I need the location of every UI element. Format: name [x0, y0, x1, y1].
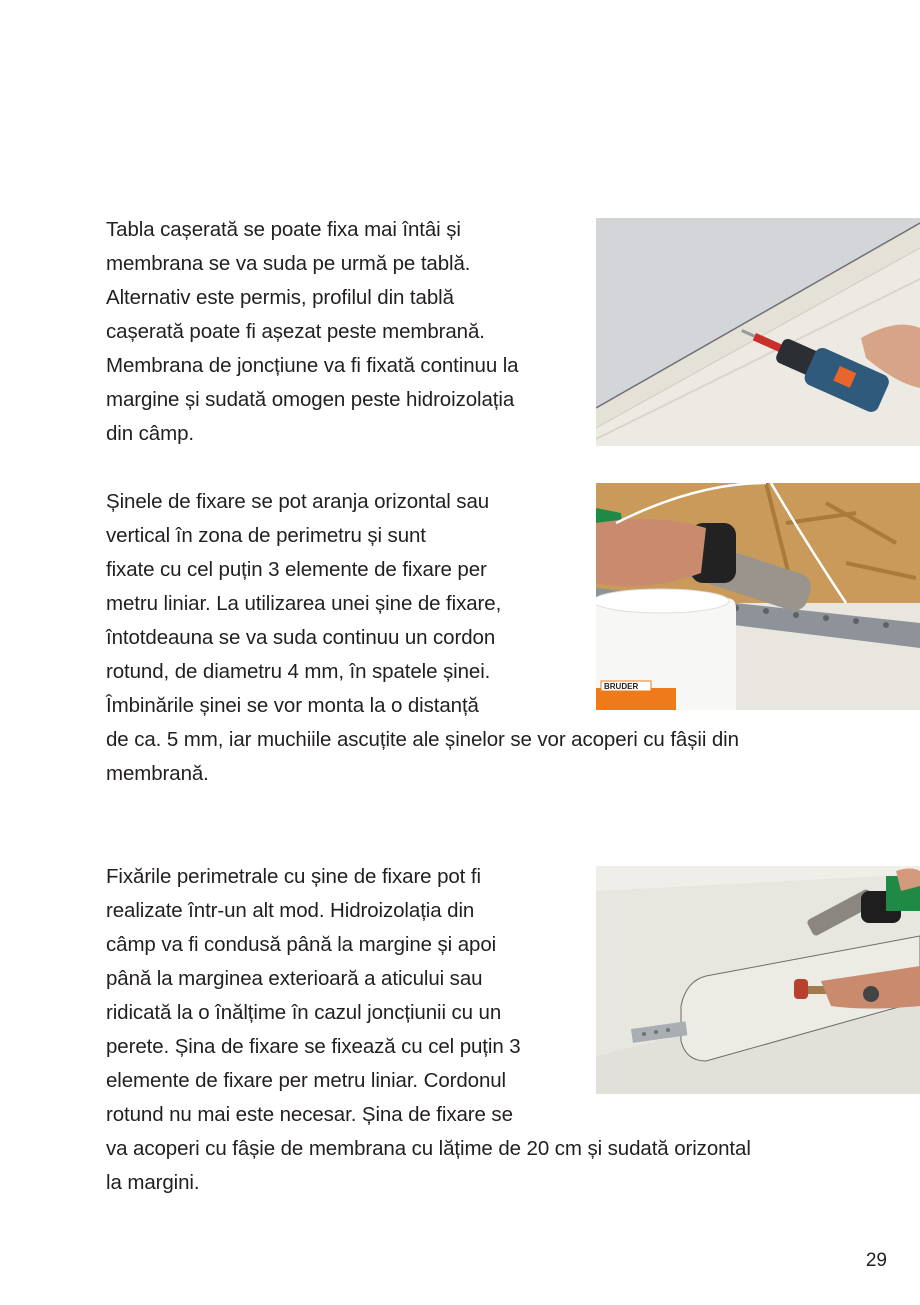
text-line: elemente de fixare per metru liniar. Cordonul: [106, 1069, 507, 1092]
page-number: 29: [865, 1250, 887, 1271]
drill-photo-illustration: [596, 218, 920, 446]
text-line: rotund, de diametru 4 mm, în spatele șinei.: [106, 660, 491, 683]
paragraph-laminated-sheet: [106, 213, 518, 451]
text-line: întotdeauna se va suda continuu un cordon: [106, 626, 496, 649]
text-line: din câmp.: [106, 422, 194, 445]
text-line: realizate într-un alt mod. Hidroizolația din: [106, 899, 475, 922]
text-line: cașerată poate fi așezat peste membrană.: [106, 320, 485, 343]
text-line: ridicată la o înălțime în cazul joncțiunii cu un: [106, 1001, 502, 1024]
text-line: la margini.: [106, 1171, 200, 1194]
text-line: Îmbinările șinei se vor monta la o distanță: [106, 694, 479, 717]
text-line: membrana se va suda pe urmă pe tablă.: [106, 252, 471, 275]
welding-cord-photo-illustration: [596, 483, 920, 710]
text-line: membrană.: [106, 762, 209, 785]
text-line: margine și sudată omogen peste hidroizolația: [106, 388, 515, 411]
svg-text:BRUDER: BRUDER: [604, 682, 639, 691]
text-line: va acoperi cu fâșie de membrana cu lățime de 20 cm și sudată orizontal: [106, 1137, 751, 1160]
text-line: Șinele de fixare se pot aranja orizontal sau: [106, 490, 490, 513]
text-line: Membrana de joncțiune va fi fixată continuu la: [106, 354, 519, 377]
text-line: Alternativ este permis, profilul din tablă: [106, 286, 454, 309]
text-line: perete. Șina de fixare se fixează cu cel puțin 3: [106, 1035, 521, 1058]
photo-membrane-strip: [596, 866, 920, 1094]
text-line: Tabla cașerată se poate fixa mai întâi și: [106, 218, 461, 241]
membrane-strip-photo-illustration: [596, 866, 920, 1094]
text-line: fixate cu cel puțin 3 elemente de fixare per: [106, 558, 487, 581]
text-line: câmp va fi condusă până la margine și apoi: [106, 933, 497, 956]
photo-drill-fixing: [596, 218, 920, 446]
text-line: până la marginea exterioară a aticului sau: [106, 967, 483, 990]
text-line: metru liniar. La utilizarea unei șine de fixare,: [106, 592, 502, 615]
text-line: de ca. 5 mm, iar muchiile ascuțite ale șinelor se vor acoperi cu fâșii din: [106, 728, 739, 751]
text-line: Fixările perimetrale cu șine de fixare pot fi: [106, 865, 481, 888]
photo-welding-cord: [596, 483, 920, 710]
text-line: rotund nu mai este necesar. Șina de fixare se: [106, 1103, 513, 1126]
text-line: vertical în zona de perimetru și sunt: [106, 524, 426, 547]
